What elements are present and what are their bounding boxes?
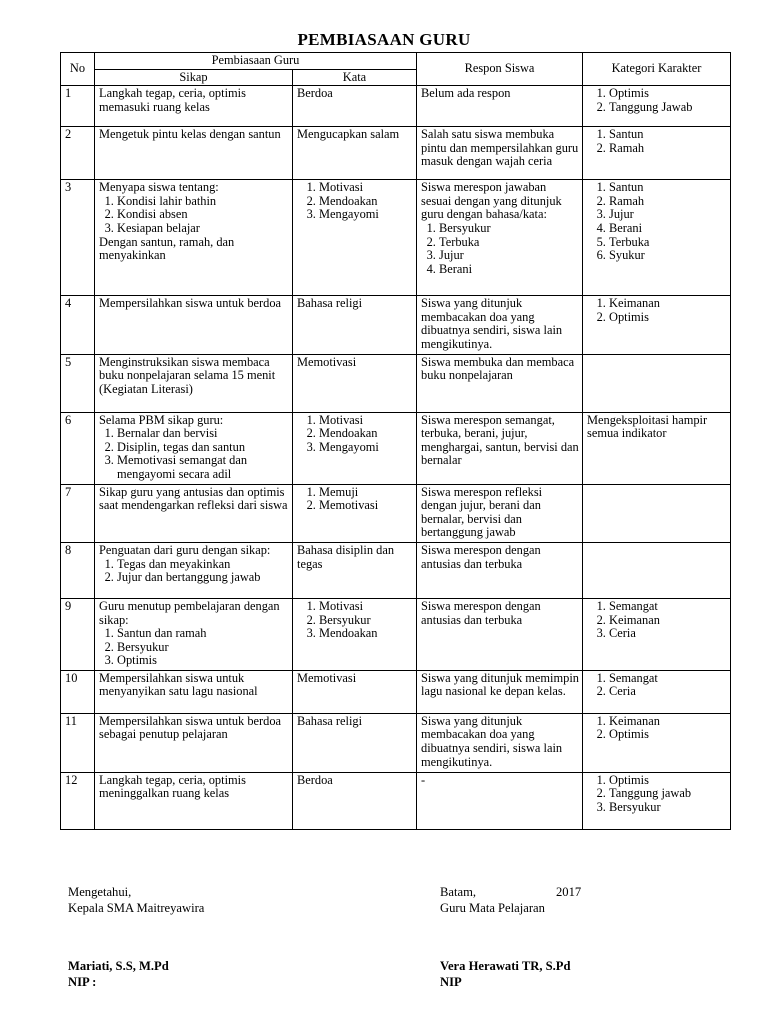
row-number: 1 [61,86,95,127]
list-item: 2. Tanggung Jawab [609,101,727,115]
cell-kategori [583,670,731,713]
respon-list [421,222,579,276]
respon-text: - [421,772,426,787]
respon-text: Siswa yang ditunjuk memimpin lagu nasional ke depan kelas. [421,670,579,699]
list-item: 2. Disiplin, tegas dan santun [117,441,289,455]
sikap-list [99,195,289,236]
header-respon-siswa: Respon Siswa [417,53,583,86]
kategori-list [587,87,727,114]
list-item: 2. Keimanan [609,614,727,628]
list-item: 1. Tegas dan meyakinkan [117,558,289,572]
cell-kategori [583,713,731,772]
list-item: 1. Motivasi [319,414,413,428]
cell-kategori [583,772,731,829]
respon-text: Siswa merespon refleksi dengan jujur, berani dan bernalar, bervisi dan bertanggung jawab [421,484,543,540]
cell-kategori [583,86,731,127]
list-item: 3. Mendoakan [319,627,413,641]
header-kategori-karakter: Kategori Karakter [583,53,731,86]
cell-respon [417,86,583,127]
list-item: 1. Optimis [609,87,727,101]
list-item: 2. Ceria [609,685,727,699]
list-item: 3. Kesiapan belajar [117,222,289,236]
cell-kata [293,670,417,713]
principal-title: Kepala SMA Maitreyawira [68,901,205,915]
list-item: 1. Santun [609,181,727,195]
list-item: 2. Mendoakan [319,427,413,441]
year-label: 2017 [556,885,582,899]
sikap-text: Langkah tegap, ceria, optimis meninggalkan ruang kelas [99,772,246,801]
kata-text: Memotivasi [297,670,357,685]
table-row [61,542,731,598]
cell-kategori [583,127,731,180]
list-item: 1. Santun dan ramah [117,627,289,641]
teacher-title: Guru Mata Pelajaran [440,901,545,915]
cell-kata [293,296,417,354]
kata-text: Bahasa religi [297,713,363,728]
header-no: No [61,53,95,86]
list-item: 4. Berani [439,263,579,277]
kata-text: Bahasa religi [297,296,363,311]
respon-text: Siswa yang ditunjuk membacakan doa yang dibuatnya sendiri, siswa lain mengikutinya. [421,296,563,351]
table-row [61,484,731,542]
list-item: 3. Jujur [439,249,579,263]
list-item: 4. Berani [609,222,727,236]
cell-respon [417,484,583,542]
list-item: 2. Terbuka [439,236,579,250]
sikap-text: Penguatan dari guru dengan sikap: [99,542,271,557]
signature-right [440,884,640,916]
list-item: 3. Mengayomi [319,208,413,222]
list-item: 3. Jujur [609,208,727,222]
list-item: 1. Motivasi [319,600,413,614]
table-row [61,713,731,772]
list-item: 1. Motivasi [319,181,413,195]
sikap-list [99,627,289,668]
kategori-list [587,600,727,641]
signature-left [68,884,204,916]
list-item: 2. Tanggung jawab [609,787,727,801]
sikap-text: Menginstruksikan siswa membaca buku nonpelajaran selama 15 menit (Kegiatan Literasi) [99,354,276,396]
cell-sikap [95,670,293,713]
row-number: 9 [61,598,95,670]
table-row [61,180,731,296]
cell-respon [417,772,583,829]
list-item: 2. Bersyukur [319,614,413,628]
teacher-name: Vera Herawati TR, S.Pd [440,959,571,973]
row-number: 5 [61,354,95,412]
signature-left-name-block [68,958,169,990]
kata-list [297,181,413,222]
header-kata: Kata [293,69,417,86]
cell-respon [417,127,583,180]
cell-kata [293,484,417,542]
sikap-note: Dengan santun, ramah, dan menyakinkan [99,234,235,263]
respon-text: Siswa membuka dan membaca buku nonpelajaran [421,354,575,383]
cell-kata [293,772,417,829]
sikap-text: Guru menutup pembelajaran dengan sikap: [99,598,280,627]
list-item: 3. Optimis [117,654,289,668]
list-item: 2. Memotivasi [319,499,413,513]
list-item: 1. Keimanan [609,297,727,311]
list-item: 6. Syukur [609,249,727,263]
row-number: 8 [61,542,95,598]
respon-text: Siswa merespon dengan antusias dan terbuka [421,598,541,627]
cell-sikap [95,412,293,484]
cell-respon [417,542,583,598]
cell-respon [417,180,583,296]
cell-kata [293,354,417,412]
header-sikap: Sikap [95,69,293,86]
cell-kata [293,412,417,484]
list-item: 3. Mengayomi [319,441,413,455]
kategori-list [587,715,727,742]
respon-text: Siswa merespon jawaban sesuai dengan yang ditunjuk guru dengan bahasa/kata: [421,180,562,222]
acknowledged-label: Mengetahui, [68,885,132,899]
list-item: 2. Optimis [609,728,727,742]
list-item: 1. Santun [609,128,727,142]
kategori-list [587,774,727,815]
principal-name: Mariati, S.S, M.Pd [68,959,169,973]
cell-sikap [95,542,293,598]
list-item: 1. Optimis [609,774,727,788]
list-item: 2. Ramah [609,195,727,209]
list-item: 2. Ramah [609,142,727,156]
kategori-list [587,672,727,699]
row-number: 11 [61,713,95,772]
respon-text: Siswa merespon dengan antusias dan terbuka [421,542,541,571]
cell-kata [293,542,417,598]
table-row [61,412,731,484]
respon-text: Salah satu siswa membuka pintu dan mempersilahkan guru masuk dengan wajah ceria [421,127,579,169]
cell-kata [293,127,417,180]
row-number: 12 [61,772,95,829]
principal-nip: NIP : [68,975,97,989]
header-pembiasaan-guru: Pembiasaan Guru [95,53,417,70]
sikap-text: Mempersilahkan siswa untuk berdoa [99,296,282,311]
table-row [61,598,731,670]
list-item: 1. Semangat [609,672,727,686]
list-item: 1. Memuji [319,486,413,500]
kategori-text: Mengeksploitasi hampir semua indikator [587,412,708,441]
kata-list [297,600,413,641]
cell-kata [293,180,417,296]
table-row [61,127,731,180]
list-item: 1. Semangat [609,600,727,614]
row-number: 10 [61,670,95,713]
kategori-list [587,128,727,155]
row-number: 4 [61,296,95,354]
cell-sikap [95,598,293,670]
cell-sikap [95,127,293,180]
list-item: 2. Mendoakan [319,195,413,209]
cell-respon [417,713,583,772]
list-item: 3. Bersyukur [609,801,727,815]
cell-kata [293,713,417,772]
cell-kategori [583,412,731,484]
list-item: 2. Bersyukur [117,641,289,655]
cell-respon [417,412,583,484]
document-title: PEMBIASAAN GURU [297,30,471,49]
cell-respon [417,296,583,354]
cell-sikap [95,713,293,772]
habits-table [60,52,731,830]
kata-list [297,414,413,455]
cell-kategori [583,354,731,412]
place-label: Batam, [440,885,477,899]
table-row [61,296,731,354]
kata-text: Bahasa disiplin dan tegas [297,542,395,571]
cell-kata [293,86,417,127]
sikap-text: Selama PBM sikap guru: [99,412,224,427]
list-item: 1. Bersyukur [439,222,579,236]
list-item: 2. Optimis [609,311,727,325]
cell-kategori [583,484,731,542]
list-item: 1. Keimanan [609,715,727,729]
cell-sikap [95,772,293,829]
kata-text: Berdoa [297,772,333,787]
table-row [61,354,731,412]
cell-sikap [95,86,293,127]
table-row [61,86,731,127]
cell-sikap [95,296,293,354]
respon-text: Siswa yang ditunjuk membacakan doa yang dibuatnya sendiri, siswa lain mengikutinya. [421,713,563,769]
list-item: 1. Kondisi lahir bathin [117,195,289,209]
kata-text: Berdoa [297,86,333,101]
row-number: 7 [61,484,95,542]
row-number: 6 [61,412,95,484]
cell-kategori [583,296,731,354]
respon-text: Siswa merespon semangat, terbuka, berani, jujur, menghargai, santun, bervisi dan bernalar [421,412,579,468]
sikap-list [99,558,289,585]
cell-kategori [583,542,731,598]
cell-kategori [583,180,731,296]
cell-respon [417,354,583,412]
kata-list [297,486,413,513]
table-body [61,86,731,830]
row-number: 2 [61,127,95,180]
cell-sikap [95,354,293,412]
signature-right-name-block [440,958,570,990]
kata-text: Memotivasi [297,354,357,369]
sikap-text: Langkah tegap, ceria, optimis memasuki ruang kelas [99,86,246,114]
sikap-text: Mempersilahkan siswa untuk menyanyikan satu lagu nasional [99,670,258,699]
sikap-text: Menyapa siswa tentang: [99,180,219,195]
kategori-list [587,181,727,263]
table-row [61,772,731,829]
sikap-list [99,427,289,481]
kata-text: Mengucapkan salam [297,127,400,142]
cell-sikap [95,484,293,542]
kategori-list [587,297,727,324]
teacher-nip: NIP [440,975,462,989]
cell-sikap [95,180,293,296]
cell-respon [417,670,583,713]
respon-text: Belum ada respon [421,86,511,101]
list-item: 3. Ceria [609,627,727,641]
row-number: 3 [61,180,95,296]
cell-respon [417,598,583,670]
cell-kata [293,598,417,670]
sikap-text: Mempersilahkan siswa untuk berdoa sebagai penutup pelajaran [99,713,282,742]
list-item: 2. Jujur dan bertanggung jawab [117,571,289,585]
list-item: 3. Memotivasi semangat dan mengayomi secara adil [117,454,289,481]
list-item: 1. Bernalar dan bervisi [117,427,289,441]
list-item: 5. Terbuka [609,236,727,250]
cell-kategori [583,598,731,670]
sikap-text: Sikap guru yang antusias dan optimis saat mendengarkan refleksi dari siswa [99,484,288,513]
list-item: 2. Kondisi absen [117,208,289,222]
table-row [61,670,731,713]
sikap-text: Mengetuk pintu kelas dengan santun [99,127,281,142]
